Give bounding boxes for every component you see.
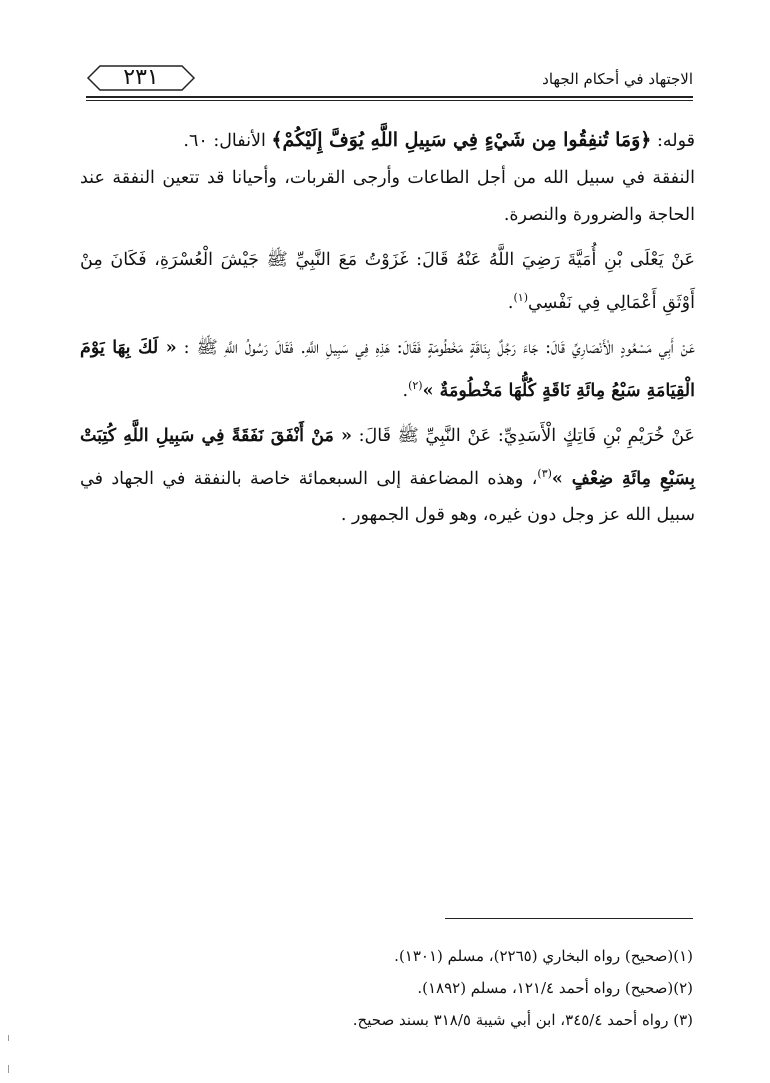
paragraph-hadith-3 bbox=[80, 418, 695, 535]
scan-mark bbox=[8, 1065, 9, 1073]
paragraph-hadith-2: عَنْ أَبِي مَسْعُودٍ الْأَنْصَارِيِّ قَالَ: جَاءَ رَجُلٌ بِنَاقَةٍ مَخْطُومَةٍ فَقَالَ: هَذِهِ فِي سَبِيلِ اللَّهِ. فَقَالَ رَسُولُ اللَّهِ ﷺ : « لَكَ بِهَا يَوْمَ الْقِيَامَةِ سَبْعُ مِائَةِ نَاقَةٍ كُلُّهَا مَخْطُومَةٌ »$^{(٢)}$. bbox=[80, 337, 695, 401]
page-number: ٢٣١ bbox=[123, 65, 159, 90]
scan-mark bbox=[8, 1035, 9, 1041]
footnote-divider bbox=[445, 918, 693, 919]
hadith-3-commentary: ، وهذه المضاعفة إلى السبعمائة خاصة بالنفقة في الجهاد في سبيل الله عز وجل دون غيره، وهو قول الجمهور . bbox=[80, 468, 695, 526]
footnote-ref-1: (١) bbox=[513, 291, 528, 304]
hadith-3-narration: عَنْ خُرَيْمِ بْنِ فَاتِكٍ الْأَسَدِيِّ: عَنْ النَّبِيِّ ﷺ قَالَ: bbox=[358, 425, 696, 446]
footnote-ref-3: (٣) bbox=[537, 466, 552, 480]
quran-verse: ﴿وَمَا تُنفِقُوا مِن شَيْءٍ فِي سَبِيلِ اللَّهِ يُوَفَّ إِلَيْكُمْ﴾ bbox=[271, 129, 652, 151]
footnote-2: (٢)(صحيح) رواه أحمد ١٢١/٤، مسلم (١٨٩٢). bbox=[417, 979, 693, 997]
footnote-3: (٣) رواه أحمد ٣٤٥/٤، ابن أبي شيبة ٣١٨/٥ بسند صحيح. bbox=[352, 1011, 693, 1029]
paragraph-commentary: النفقة في سبيل الله من أجل الطاعات وأرجى القربات، وأحيانا قد تتعين النفقة عند الحاجة والضرورة والنصرة. bbox=[80, 168, 695, 225]
verse-reference: الأنفال: ٦٠. bbox=[183, 131, 266, 151]
header-rule bbox=[86, 96, 693, 98]
footnote-1: (١)(صحيح) رواه البخاري (٢٢٦٥)، مسلم (١٣٠١). bbox=[394, 947, 693, 965]
hadith-2-quote: « لَكَ بِهَا يَوْمَ الْقِيَامَةِ سَبْعُ مِائَةِ نَاقَةٍ كُلُّهَا مَخْطُومَةٌ » bbox=[80, 337, 695, 401]
hadith-1-text: عَنْ يَعْلَى بْنِ أُمَيَّةَ رَضِيَ اللَّهُ عَنْهُ قَالَ: غَزَوْتُ مَعَ النَّبِيِّ ﷺ جَيْشَ الْعُسْرَةِ، فَكَانَ مِنْ أَوْثَقِ أَعْمَالِي فِي نَفْسِي bbox=[80, 250, 695, 313]
header-rule-thin bbox=[86, 100, 693, 101]
paragraph-verse bbox=[80, 122, 695, 160]
paragraph-hadith-1: عَنْ يَعْلَى بْنِ أُمَيَّةَ رَضِيَ اللَّهُ عَنْهُ قَالَ: غَزَوْتُ مَعَ النَّبِيِّ ﷺ جَيْشَ الْعُسْرَةِ، فَكَانَ مِنْ أَوْثَقِ أَعْمَالِي فِي نَفْسِي$^{(١)}$. bbox=[80, 250, 695, 313]
verse-intro: قوله: bbox=[656, 131, 695, 151]
running-title: الاجتهاد في أحكام الجهاد bbox=[542, 70, 693, 88]
hadith-3-quote: « مَنْ أَنْفَقَ نَفَقَةً فِي سَبِيلِ اللَّهِ كُتِبَتْ بِسَبْعِ مِائَةِ ضِعْفٍ » bbox=[80, 425, 695, 489]
hadith-2-narration: عَنْ أَبِي مَسْعُودٍ الْأَنْصَارِيِّ قَالَ: جَاءَ رَجُلٌ بِنَاقَةٍ مَخْطُومَةٍ فَقَالَ: هَذِهِ فِي سَبِيلِ اللَّهِ. فَقَالَ رَسُولُ اللَّهِ ﷺ : bbox=[183, 337, 695, 358]
footnotes bbox=[73, 940, 693, 1036]
main-text bbox=[80, 122, 695, 534]
page-number-frame bbox=[86, 60, 196, 94]
page-header bbox=[86, 60, 693, 100]
footnote-ref-2: (٢) bbox=[408, 378, 423, 392]
